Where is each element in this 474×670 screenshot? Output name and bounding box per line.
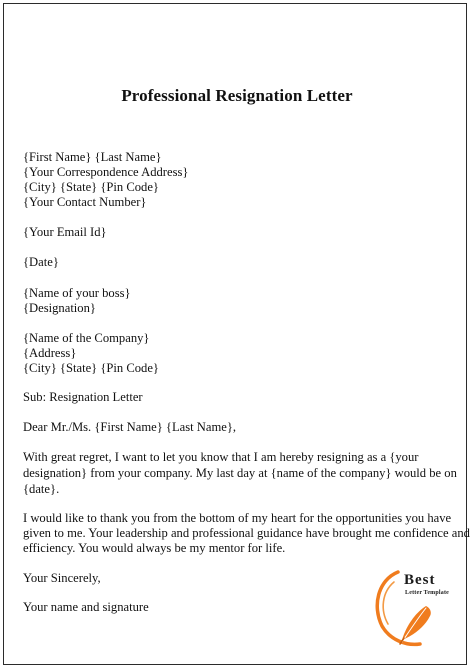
logo-word: Best xyxy=(404,572,436,588)
recipient-company: {Name of the Company} xyxy=(23,331,150,345)
recipient-city-line: {City} {State} {Pin Code} xyxy=(23,361,159,375)
best-letter-template-logo xyxy=(370,566,462,650)
subject-line: Sub: Resignation Letter xyxy=(23,390,143,404)
letter-title: Professional Resignation Letter xyxy=(121,86,353,105)
body-paragraph-1-line-3: {date}. xyxy=(23,482,60,496)
letter-date: {Date} xyxy=(23,255,59,269)
salutation: Dear Mr./Ms. {First Name} {Last Name}, xyxy=(23,420,237,434)
sender-name: {First Name} {Last Name} xyxy=(23,150,162,164)
logo-subtitle: Letter Template xyxy=(405,590,450,596)
sender-city-line: {City} {State} {Pin Code} xyxy=(23,180,159,194)
closing: Your Sincerely, xyxy=(23,571,101,585)
signature: Your name and signature xyxy=(23,600,149,614)
recipient-address: {Address} xyxy=(23,346,77,360)
sender-address: {Your Correspondence Address} xyxy=(23,165,189,179)
body-paragraph-2-line-3: efficiency. You would always be my mentor for life. xyxy=(23,541,286,555)
body-paragraph-2-line-2: given to me. Your leadership and professional guidance have brought me confidence and xyxy=(23,526,470,540)
body-paragraph-1-line-2: designation} from your company. My last day at {name of the company} would be on xyxy=(23,466,457,480)
body-paragraph-1-line-1: With great regret, I want to let you know that I am hereby resigning as a {your xyxy=(23,450,419,464)
body-paragraph-2-line-1: I would like to thank you from the bottom of my heart for the opportunities you have xyxy=(23,511,452,525)
recipient-boss: {Name of your boss} xyxy=(23,286,131,300)
sender-contact: {Your Contact Number} xyxy=(23,195,147,209)
recipient-designation: {Designation} xyxy=(23,301,96,315)
sender-email: {Your Email Id} xyxy=(23,225,107,239)
